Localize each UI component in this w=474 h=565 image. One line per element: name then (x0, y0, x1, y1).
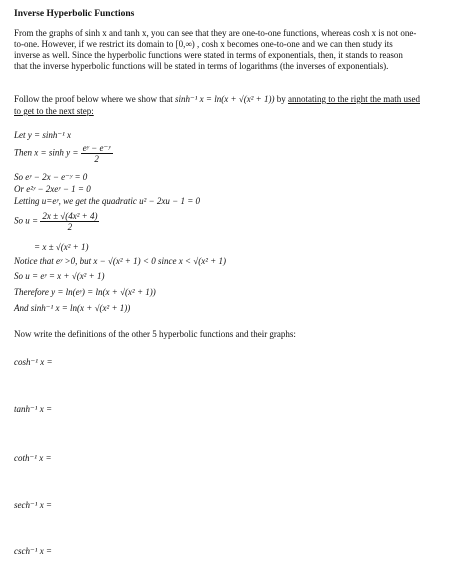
proof-equals-line: = x ± √(x² + 1) (34, 242, 89, 252)
intro-line-3: inverse as well. Since the hyperbolic functions were stated in terms of exponentials, then, it stands to reason (14, 50, 403, 60)
proof-then-numerator: eʸ − e⁻ʸ (82, 143, 111, 153)
intro-line-2-start: to-one. However, if we restrict its domain to (14, 39, 176, 49)
proof-or: Or e²ʸ − 2xeʸ − 1 = 0 (14, 184, 91, 194)
follow-annotation-text: annotating to the right the math used (288, 94, 420, 104)
proof-let: Let y = sinh⁻¹ x (14, 130, 72, 140)
proof-so-u-prefix: So u = (14, 215, 41, 226)
proof-then (14, 143, 113, 164)
follow-by: by (274, 94, 289, 104)
page-title: Inverse Hyperbolic Functions (14, 9, 135, 19)
definition-csch-inverse: csch⁻¹ x = (14, 546, 53, 556)
proof-so-u-numerator: 2x ± √(4x² + 4) (42, 211, 98, 221)
proof-then-fraction (81, 143, 113, 164)
proof-therefore: Therefore y = ln(eʸ) = ln(x + √(x² + 1)) (14, 287, 156, 297)
now-write-instruction: Now write the definitions of the other 5 hyperbolic functions and their graphs: (14, 329, 296, 339)
follow-instruction (14, 94, 420, 105)
definition-tanh-inverse: tanh⁻¹ x = (14, 404, 53, 414)
intro-line-1: From the graphs of sinh x and tanh x, you can see that they are one-to-one functions, whereas cosh x is not one- (14, 28, 417, 38)
proof-so-u-fraction (40, 211, 99, 232)
intro-paragraph (14, 28, 460, 72)
definition-coth-inverse: coth⁻¹ x = (14, 453, 52, 463)
definition-sech-inverse: sech⁻¹ x = (14, 500, 53, 510)
proof-so-u-denominator: 2 (67, 222, 73, 232)
proof-so-1: So eʸ − 2x − e⁻ʸ = 0 (14, 172, 88, 182)
proof-and: And sinh⁻¹ x = ln(x + √(x² + 1)) (14, 303, 131, 313)
follow-prefix: Follow the proof below where we show that (14, 94, 175, 104)
intro-line-4: that the inverse hyperbolic functions will be stated in terms of logarithms (the inverses of exponentials). (14, 61, 389, 71)
proof-then-denominator: 2 (94, 154, 99, 164)
follow-formula: sinh⁻¹ x = ln(x + √(x² + 1)) (174, 94, 275, 104)
proof-letting: Letting u=eʸ, we get the quadratic u² − 2xu − 1 = 0 (14, 196, 201, 206)
proof-so-u (14, 211, 99, 232)
proof-then-prefix: Then x = sinh y = (14, 147, 81, 158)
follow-annotation-text-2: to get to the next step: (14, 106, 94, 116)
proof-so-u-exp: So u = eʸ = x + √(x² + 1) (14, 271, 105, 281)
definition-cosh-inverse: cosh⁻¹ x = (14, 357, 53, 367)
proof-notice: Notice that eʸ >0, but x − √(x² + 1) < 0 since x < √(x² + 1) (14, 256, 226, 266)
intro-line-2-end: , cosh x becomes one-to-one and we can then study its (194, 39, 393, 49)
domain-interval: [0,∞) (175, 39, 195, 49)
intro-line-2 (14, 39, 460, 50)
